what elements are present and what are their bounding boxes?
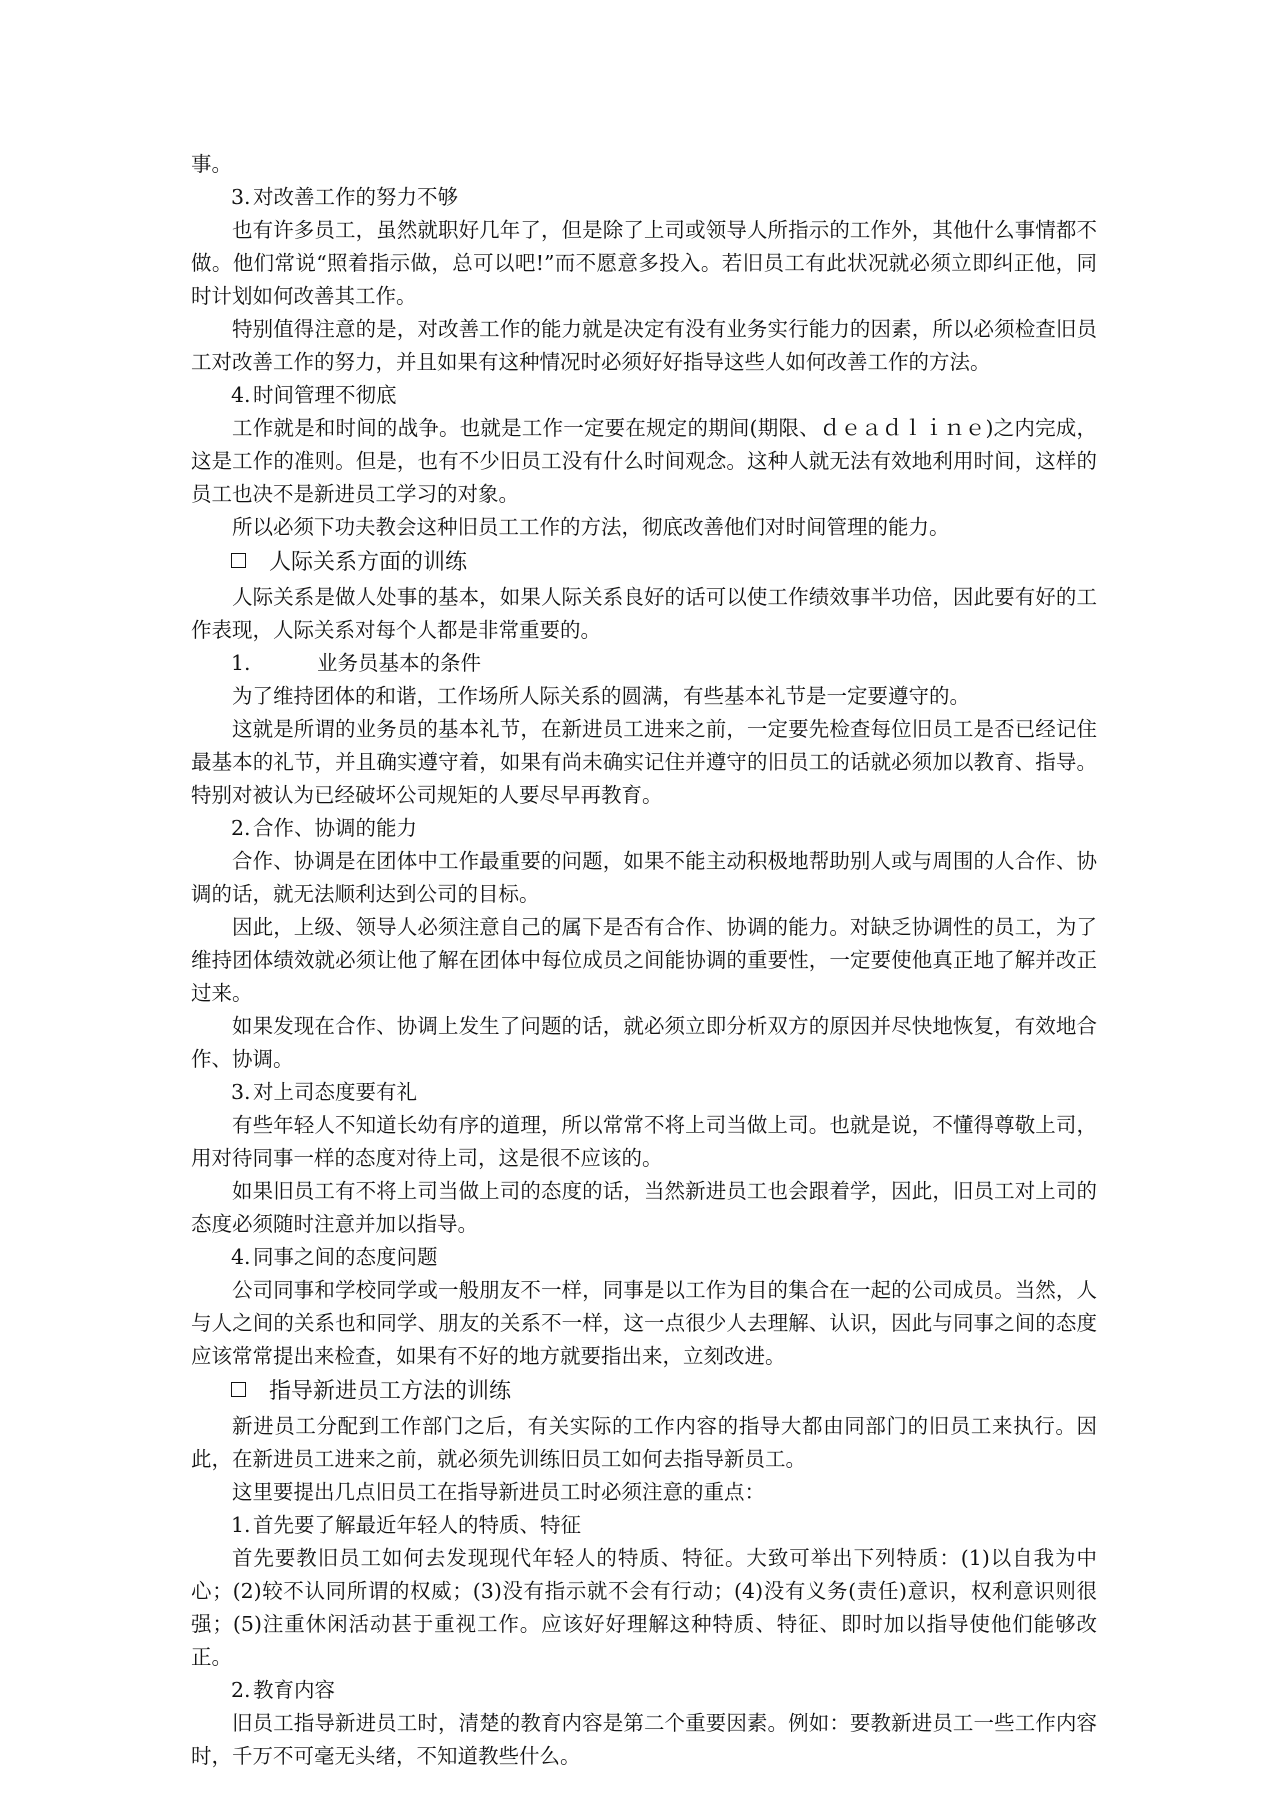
paragraph: 事。 [191,152,232,176]
numbered-subheading [191,647,1097,680]
paragraph: 因此，上级、领导人必须注意自己的属下是否有合作、协调的能力。对缺乏协调性的员工，为了维持团体绩效就必须让他了解在团体中每位成员之间能协调的重要性，一定要使他真正地了解并改正过来。 [191,915,1097,1005]
item-title: 同事之间的态度问题 [253,1245,438,1269]
item-number: 2. [231,1678,251,1702]
item-title: 业务员基本的条件 [317,651,481,675]
paragraph: 为了维持团体的和谐，工作场所人际关系的圆满，有些基本礼节是一定要遵守的。 [232,684,970,708]
numbered-subheading [191,379,1097,412]
section-heading-text: 指导新进员工方法的训练 [269,1379,512,1404]
paragraph: 这就是所谓的业务员的基本礼节，在新进员工进来之前，一定要先检查每位旧员工是否已经记住最基本的礼节，并且确实遵守着，如果有尚未确实记住并遵守的旧员工的话就必须加以教育、指导。特别对被认为已经破坏公司规矩的人要尽早再教育。 [191,717,1097,807]
paragraph: 合作、协调是在团体中工作最重要的问题，如果不能主动积极地帮助别人或与周围的人合作、协调的话，就无法顺利达到公司的目标。 [191,849,1097,906]
item-title: 首先要了解最近年轻人的特质、特征 [253,1513,581,1537]
paragraph: 公司同事和学校同学或一般朋友不一样，同事是以工作为目的集合在一起的公司成员。当然，人与人之间的关系也和同学、朋友的关系不一样，这一点很少人去理解、认识，因此与同事之间的态度应该常常提出来检查，如果有不好的地方就要指出来，立刻改进。 [191,1278,1097,1368]
numbered-subheading [191,1241,1097,1274]
paragraph: 所以必须下功夫教会这种旧员工工作的方法，彻底改善他们对时间管理的能力。 [232,515,950,539]
section-heading [191,544,1097,581]
document-body [191,148,1097,1773]
paragraph: 旧员工指导新进员工时，清楚的教育内容是第二个重要因素。例如：要教新进员工一些工作内容时，千万不可毫无头绪，不知道教些什么。 [191,1711,1097,1768]
paragraph: 也有许多员工，虽然就职好几年了，但是除了上司或领导人所指示的工作外，其他什么事情都不做。他们常说“照着指示做，总可以吧!”而不愿意多投入。若旧员工有此状况就必须立即纠正他，同时计划如何改善其工作。 [191,218,1097,308]
paragraph: 新进员工分配到工作部门之后，有关实际的工作内容的指导大都由同部门的旧员工来执行。因此，在新进员工进来之前，就必须先训练旧员工如何去指导新员工。 [191,1414,1097,1471]
item-title: 合作、协调的能力 [253,816,417,840]
numbered-subheading [191,1674,1097,1707]
checkbox-square-icon [231,1382,246,1397]
paragraph: 人际关系是做人处事的基本，如果人际关系良好的话可以使工作绩效事半功倍，因此要有好的工作表现，人际关系对每个人都是非常重要的。 [191,585,1097,642]
item-number: 1. [231,1513,251,1537]
paragraph: 如果发现在合作、协调上发生了问题的话，就必须立即分析双方的原因并尽快地恢复，有效地合作、协调。 [191,1014,1097,1071]
item-number: 2. [231,816,251,840]
paragraph: 工作就是和时间的战争。也就是工作一定要在规定的期间(期限、ｄｅａｄｌｉｎｅ)之内完成，这是工作的准则。但是，也有不少旧员工没有什么时间观念。这种人就无法有效地利用时间，这样的员工也决不是新进员工学习的对象。 [191,416,1097,506]
item-number: 3. [231,1080,251,1104]
numbered-subheading [191,812,1097,845]
paragraph: 如果旧员工有不将上司当做上司的态度的话，当然新进员工也会跟着学，因此，旧员工对上司的态度必须随时注意并加以指导。 [191,1179,1097,1236]
paragraph: 这里要提出几点旧员工在指导新进员工时必须注意的重点： [232,1480,765,1504]
item-number: 4. [231,1245,251,1269]
item-title: 对上司态度要有礼 [253,1080,417,1104]
item-title: 对改善工作的努力不够 [253,185,458,209]
item-number: 3. [231,185,251,209]
item-number: 1. [231,651,251,675]
item-number: 4. [231,383,251,407]
section-heading [191,1373,1097,1410]
numbered-subheading [191,1509,1097,1542]
numbered-subheading [191,181,1097,214]
paragraph: 首先要教旧员工如何去发现现代年轻人的特质、特征。大致可举出下列特质：(1)以自我为中心；(2)较不认同所谓的权威；(3)没有指示就不会有行动；(4)没有义务(责任)意识，权利意识则很强；(5)注重休闲活动甚于重视工作。应该好好理解这种特质、特征、即时加以指导使他们能够改正。 [191,1546,1097,1669]
item-title: 教育内容 [253,1678,335,1702]
numbered-subheading [191,1076,1097,1109]
paragraph: 有些年轻人不知道长幼有序的道理，所以常常不将上司当做上司。也就是说，不懂得尊敬上司，用对待同事一样的态度对待上司，这是很不应该的。 [191,1113,1097,1170]
checkbox-square-icon [231,553,246,568]
section-heading-text: 人际关系方面的训练 [269,550,468,575]
paragraph: 特别值得注意的是，对改善工作的能力就是决定有没有业务实行能力的因素，所以必须检查旧员工对改善工作的努力，并且如果有这种情况时必须好好指导这些人如何改善工作的方法。 [191,317,1097,374]
item-title: 时间管理不彻底 [253,383,397,407]
